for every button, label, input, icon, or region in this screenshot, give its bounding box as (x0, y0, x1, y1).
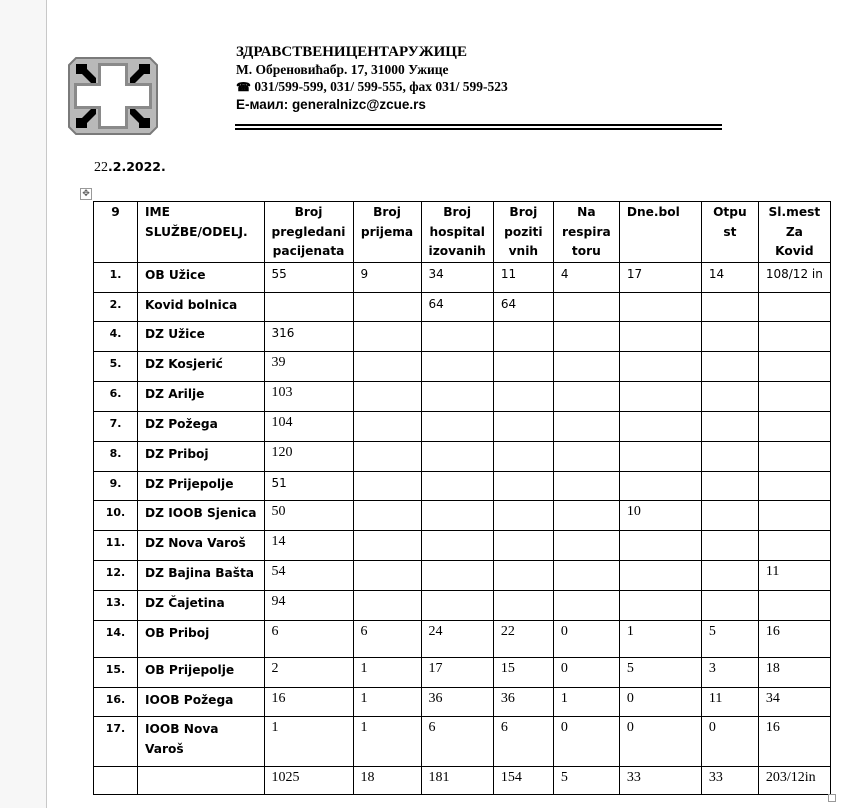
cell-pregledani: 120 (264, 441, 353, 471)
header-prijema: Broj prijema (353, 202, 421, 263)
cell-prijema (353, 500, 421, 530)
institution-address: М. Обреновићабр. 17, 31000 Ужице (236, 62, 449, 77)
cell-dnebol: 17 (619, 262, 701, 292)
row-number: 4. (94, 321, 138, 351)
cell-poz (493, 411, 553, 441)
row-unit-name: DZ Nova Varoš (138, 530, 265, 560)
cell-resp (553, 351, 619, 381)
cell-slmest (758, 471, 830, 500)
cell-slmest (758, 411, 830, 441)
row-unit-name: DZ Čajetina (138, 590, 265, 620)
cell-poz (493, 500, 553, 530)
cell-dnebol (619, 321, 701, 351)
cell-poz: 6 (493, 716, 553, 766)
cell-slmest (758, 381, 830, 411)
cell-pregledani: 1 (264, 716, 353, 766)
row-number: 1. (94, 262, 138, 292)
table-row (94, 411, 831, 441)
header-slmest: Sl.mest Za Kovid (758, 202, 830, 263)
cell-otpust: 14 (701, 262, 758, 292)
cell-slmest: 108/12 in (758, 262, 830, 292)
cell-dnebol (619, 560, 701, 590)
table-row (94, 321, 831, 351)
cell-hosp: 64 (421, 292, 493, 321)
cell-prijema (353, 321, 421, 351)
cell-poz (493, 471, 553, 500)
header-dnebol: Dne.bol (619, 202, 701, 263)
cell-prijema: 1 (353, 657, 421, 687)
row-unit-name: DZ Bajina Bašta (138, 560, 265, 590)
cell-dnebol (619, 381, 701, 411)
cell-hosp (421, 411, 493, 441)
cell-prijema (353, 471, 421, 500)
row-number: 5. (94, 351, 138, 381)
cell-hosp (421, 500, 493, 530)
cell-pregledani: 316 (264, 321, 353, 351)
cell-hosp (421, 560, 493, 590)
cell-dnebol (619, 292, 701, 321)
cell-prijema (353, 292, 421, 321)
letterhead (236, 44, 508, 113)
table-resize-handle[interactable] (828, 794, 836, 802)
cell-prijema (353, 530, 421, 560)
cell-slmest: 16 (758, 620, 830, 657)
cell-resp: 0 (553, 620, 619, 657)
cell-hosp: 36 (421, 687, 493, 716)
cell-slmest (758, 530, 830, 560)
cell-hosp (421, 471, 493, 500)
cell-resp (553, 471, 619, 500)
cell-dnebol (619, 351, 701, 381)
table-row (94, 716, 831, 766)
table-row (94, 351, 831, 381)
table-row (94, 530, 831, 560)
cell-resp (553, 500, 619, 530)
header-respirator: Na respira toru (553, 202, 619, 263)
cell-slmest: 18 (758, 657, 830, 687)
cell-poz: 154 (493, 766, 553, 794)
table-row (94, 471, 831, 500)
cell-otpust: 33 (701, 766, 758, 794)
cell-pregledani: 51 (264, 471, 353, 500)
header-pozitivnih: Broj poziti vnih (493, 202, 553, 263)
row-number: 2. (94, 292, 138, 321)
table-row (94, 381, 831, 411)
cell-hosp: 181 (421, 766, 493, 794)
row-number: 16. (94, 687, 138, 716)
row-unit-name: IOOB Nova Varoš (138, 716, 265, 766)
table-row (94, 766, 831, 794)
cell-pregledani (264, 292, 353, 321)
document-date (94, 159, 166, 176)
row-unit-name: DZ Užice (138, 321, 265, 351)
cell-hosp: 34 (421, 262, 493, 292)
table-row (94, 292, 831, 321)
cell-poz (493, 351, 553, 381)
cell-poz: 36 (493, 687, 553, 716)
table-move-handle-icon[interactable]: ✥ (80, 188, 92, 200)
cell-prijema (353, 411, 421, 441)
cell-resp: 1 (553, 687, 619, 716)
cell-hosp (421, 590, 493, 620)
cell-slmest (758, 292, 830, 321)
cell-pregledani: 6 (264, 620, 353, 657)
cell-poz (493, 441, 553, 471)
cell-slmest (758, 441, 830, 471)
institution-phones (236, 78, 508, 96)
cell-poz (493, 530, 553, 560)
header-name: IME SLUŽBE/ODELJ. (138, 202, 265, 263)
cell-otpust (701, 411, 758, 441)
table-row (94, 590, 831, 620)
cell-slmest (758, 590, 830, 620)
cell-slmest (758, 500, 830, 530)
cell-poz (493, 590, 553, 620)
row-unit-name: DZ Požega (138, 411, 265, 441)
table-row (94, 560, 831, 590)
institution-name: ЗДРАВСТВЕНИЦЕНТАРУЖИЦЕ (236, 44, 467, 60)
cell-resp (553, 321, 619, 351)
cell-poz (493, 381, 553, 411)
cell-poz (493, 560, 553, 590)
cell-prijema (353, 590, 421, 620)
statistics-table (93, 201, 831, 795)
cell-prijema (353, 560, 421, 590)
page-margin-gutter (0, 0, 47, 808)
cell-otpust: 11 (701, 687, 758, 716)
cell-resp (553, 381, 619, 411)
cell-pregledani: 2 (264, 657, 353, 687)
health-center-logo (68, 57, 158, 135)
table-row (94, 687, 831, 716)
header-hospitalizovanih: Broj hospital izovanih (421, 202, 493, 263)
cell-pregledani: 54 (264, 560, 353, 590)
cell-poz: 11 (493, 262, 553, 292)
row-unit-name: IOOB Požega (138, 687, 265, 716)
cell-dnebol: 5 (619, 657, 701, 687)
double-rule-bottom (235, 128, 722, 130)
cell-resp (553, 560, 619, 590)
table-row (94, 262, 831, 292)
phone-numbers: 031/599-599, 031/ 599-555, фах 031/ 599-523 (254, 79, 508, 94)
cell-slmest: 34 (758, 687, 830, 716)
row-number: 6. (94, 381, 138, 411)
institution-email[interactable]: Е-маил: generalnizc@zcue.rs (236, 97, 426, 112)
cell-resp (553, 530, 619, 560)
cell-poz (493, 321, 553, 351)
cell-hosp (421, 441, 493, 471)
cell-prijema: 18 (353, 766, 421, 794)
cell-resp (553, 292, 619, 321)
cell-dnebol (619, 530, 701, 560)
cell-prijema: 9 (353, 262, 421, 292)
row-number: 10. (94, 500, 138, 530)
row-number: 12. (94, 560, 138, 590)
row-unit-name: DZ Kosjerić (138, 351, 265, 381)
cell-dnebol (619, 471, 701, 500)
cell-prijema: 6 (353, 620, 421, 657)
table-header-row (94, 202, 831, 263)
row-unit-name: DZ Arilje (138, 381, 265, 411)
row-number: 15. (94, 657, 138, 687)
table-row (94, 441, 831, 471)
cell-prijema: 1 (353, 716, 421, 766)
row-unit-name: OB Užice (138, 262, 265, 292)
cell-pregledani: 16 (264, 687, 353, 716)
cell-prijema (353, 441, 421, 471)
cell-dnebol: 33 (619, 766, 701, 794)
row-number: 13. (94, 590, 138, 620)
row-unit-name: Kovid bolnica (138, 292, 265, 321)
cell-prijema (353, 381, 421, 411)
row-unit-name: DZ Prijepolje (138, 471, 265, 500)
cell-otpust (701, 351, 758, 381)
row-unit-name: DZ IOOB Sjenica (138, 500, 265, 530)
cell-resp (553, 590, 619, 620)
cell-resp: 0 (553, 657, 619, 687)
date-rest: .2.2022. (108, 159, 166, 174)
cell-otpust (701, 321, 758, 351)
cell-slmest (758, 351, 830, 381)
cell-hosp (421, 351, 493, 381)
cell-dnebol: 10 (619, 500, 701, 530)
double-rule-top (235, 124, 722, 126)
cell-pregledani: 104 (264, 411, 353, 441)
cell-slmest: 203/12in (758, 766, 830, 794)
row-number: 8. (94, 441, 138, 471)
cell-dnebol: 1 (619, 620, 701, 657)
cell-pregledani: 50 (264, 500, 353, 530)
cell-otpust (701, 471, 758, 500)
cell-resp: 0 (553, 716, 619, 766)
cell-otpust (701, 441, 758, 471)
cell-resp (553, 441, 619, 471)
cell-dnebol (619, 590, 701, 620)
row-number: 11. (94, 530, 138, 560)
cell-resp: 4 (553, 262, 619, 292)
header-pregledani: Broj pregledani pacijenata (264, 202, 353, 263)
cell-pregledani: 55 (264, 262, 353, 292)
cell-slmest (758, 321, 830, 351)
row-unit-name: OB Prijepolje (138, 657, 265, 687)
cell-slmest: 16 (758, 716, 830, 766)
header-no: 9 (94, 202, 138, 263)
cell-pregledani: 103 (264, 381, 353, 411)
cell-otpust: 0 (701, 716, 758, 766)
cell-otpust (701, 500, 758, 530)
row-number (94, 766, 138, 794)
cell-otpust: 5 (701, 620, 758, 657)
row-number: 9. (94, 471, 138, 500)
row-unit-name: DZ Priboj (138, 441, 265, 471)
cell-slmest: 11 (758, 560, 830, 590)
cell-otpust: 3 (701, 657, 758, 687)
table-row (94, 620, 831, 657)
cell-poz: 22 (493, 620, 553, 657)
cell-otpust (701, 590, 758, 620)
row-unit-name: OB Priboj (138, 620, 265, 657)
cell-pregledani: 1025 (264, 766, 353, 794)
cell-dnebol: 0 (619, 716, 701, 766)
cell-hosp (421, 381, 493, 411)
cell-hosp (421, 321, 493, 351)
cell-poz: 15 (493, 657, 553, 687)
cell-hosp: 17 (421, 657, 493, 687)
cell-prijema: 1 (353, 687, 421, 716)
cell-hosp: 24 (421, 620, 493, 657)
cell-otpust (701, 560, 758, 590)
cell-dnebol: 0 (619, 687, 701, 716)
cell-prijema (353, 351, 421, 381)
telephone-icon: ☎ (236, 80, 251, 94)
date-day: 22 (94, 160, 108, 175)
row-number: 14. (94, 620, 138, 657)
cell-dnebol (619, 441, 701, 471)
cell-poz: 64 (493, 292, 553, 321)
cell-otpust (701, 292, 758, 321)
cell-pregledani: 39 (264, 351, 353, 381)
cell-hosp (421, 530, 493, 560)
cell-resp: 5 (553, 766, 619, 794)
cell-resp (553, 411, 619, 441)
row-number: 17. (94, 716, 138, 766)
header-otpust: Otpu st (701, 202, 758, 263)
row-number: 7. (94, 411, 138, 441)
cell-otpust (701, 530, 758, 560)
table-row (94, 657, 831, 687)
cell-otpust (701, 381, 758, 411)
cell-pregledani: 14 (264, 530, 353, 560)
cell-hosp: 6 (421, 716, 493, 766)
row-unit-name (138, 766, 265, 794)
cell-pregledani: 94 (264, 590, 353, 620)
cell-dnebol (619, 411, 701, 441)
table-row (94, 500, 831, 530)
